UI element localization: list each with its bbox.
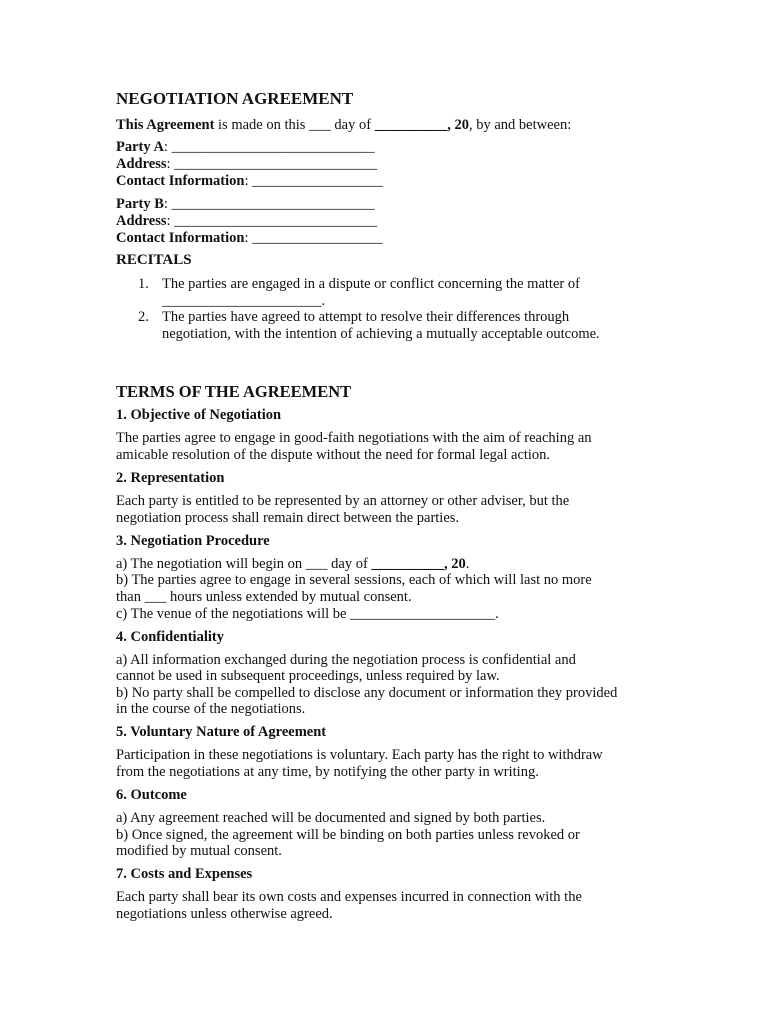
section-2-heading: 2. Representation xyxy=(116,470,225,486)
party-b-contact-label: Contact Information xyxy=(116,230,245,246)
party-b-contact-value: : __________________ xyxy=(244,230,383,246)
section-3-a-end: . xyxy=(465,556,470,572)
intro-lead: This Agreement xyxy=(116,117,215,133)
party-a-address-line xyxy=(116,156,377,173)
section-1-heading: 1. Objective of Negotiation xyxy=(116,407,282,423)
party-a-value: : ____________________________ xyxy=(163,139,375,155)
section-6-line-1: a) Any agreement reached will be documented and signed by both parties. xyxy=(116,810,546,826)
section-3-line-a xyxy=(116,556,469,573)
intro-blank-year: __________, 20 xyxy=(374,117,469,133)
recital-1-line-1: The parties are engaged in a dispute or conflict concerning the matter of xyxy=(162,276,580,292)
party-a-address-value: : ____________________________ xyxy=(166,156,378,172)
section-1-line-2: amicable resolution of the dispute without the need for formal legal action. xyxy=(116,447,551,463)
party-a-address-label: Address xyxy=(116,156,167,172)
party-b-value: : ____________________________ xyxy=(163,196,375,212)
recital-2-line-1: The parties have agreed to attempt to resolve their differences through xyxy=(162,309,570,325)
recital-1-number: 1. xyxy=(138,276,149,292)
party-a-contact-value: : __________________ xyxy=(244,173,383,189)
party-b-label: Party B xyxy=(116,196,164,212)
party-b-address-value: : ____________________________ xyxy=(166,213,378,229)
recital-1-line-2: ______________________. xyxy=(162,293,326,309)
recital-2-line-2: negotiation, with the intention of achieving a mutually acceptable outcome. xyxy=(162,326,600,342)
party-b-address-label: Address xyxy=(116,213,167,229)
party-a-label: Party A xyxy=(116,139,164,155)
section-4-line-3: b) No party shall be compelled to disclose any document or information they provided xyxy=(116,685,618,701)
party-b-contact-line xyxy=(116,230,383,247)
document-title: NEGOTIATION AGREEMENT xyxy=(116,89,354,108)
party-a-line xyxy=(116,139,375,156)
intro-made-on: is made on this ___ day of xyxy=(214,117,375,133)
section-3-line-c: c) The venue of the negotiations will be ____________________. xyxy=(116,606,499,622)
intro-tail: , by and between: xyxy=(468,117,572,133)
section-3-line-b1: b) The parties agree to engage in several sessions, each of which will last no more xyxy=(116,572,592,588)
recital-2-number: 2. xyxy=(138,309,149,325)
section-3-heading: 3. Negotiation Procedure xyxy=(116,533,270,549)
section-7-heading: 7. Costs and Expenses xyxy=(116,866,253,882)
section-2-line-1: Each party is entitled to be represented by an attorney or other adviser, but the xyxy=(116,493,570,509)
section-4-line-1: a) All information exchanged during the negotiation process is confidential and xyxy=(116,652,576,668)
recitals-heading: RECITALS xyxy=(116,252,192,268)
party-b-line xyxy=(116,196,375,213)
section-5-heading: 5. Voluntary Nature of Agreement xyxy=(116,724,327,740)
section-4-line-4: in the course of the negotiations. xyxy=(116,701,306,717)
party-b-address-line xyxy=(116,213,377,230)
section-1-line-1: The parties agree to engage in good-faith negotiations with the aim of reaching an xyxy=(116,430,592,446)
terms-heading: TERMS OF THE AGREEMENT xyxy=(116,382,352,401)
section-3-a-text: a) The negotiation will begin on ___ day of xyxy=(116,556,372,572)
section-5-line-2: from the negotiations at any time, by notifying the other party in writing. xyxy=(116,764,539,780)
section-6-heading: 6. Outcome xyxy=(116,787,187,803)
section-5-line-1: Participation in these negotiations is voluntary. Each party has the right to withdraw xyxy=(116,747,603,763)
section-3-line-b2: than ___ hours unless extended by mutual consent. xyxy=(116,589,412,605)
section-4-line-2: cannot be used in subsequent proceedings, unless required by law. xyxy=(116,668,500,684)
section-2-line-2: negotiation process shall remain direct between the parties. xyxy=(116,510,460,526)
section-4-heading: 4. Confidentiality xyxy=(116,629,224,645)
party-a-contact-line xyxy=(116,173,383,190)
section-6-line-2: b) Once signed, the agreement will be binding on both parties unless revoked or xyxy=(116,827,580,843)
section-7-line-2: negotiations unless otherwise agreed. xyxy=(116,906,333,922)
intro-line xyxy=(116,117,571,134)
party-a-contact-label: Contact Information xyxy=(116,173,245,189)
section-7-line-1: Each party shall bear its own costs and expenses incurred in connection with the xyxy=(116,889,582,905)
section-6-line-3: modified by mutual consent. xyxy=(116,843,282,859)
section-3-a-blank: __________, 20 xyxy=(371,556,466,572)
